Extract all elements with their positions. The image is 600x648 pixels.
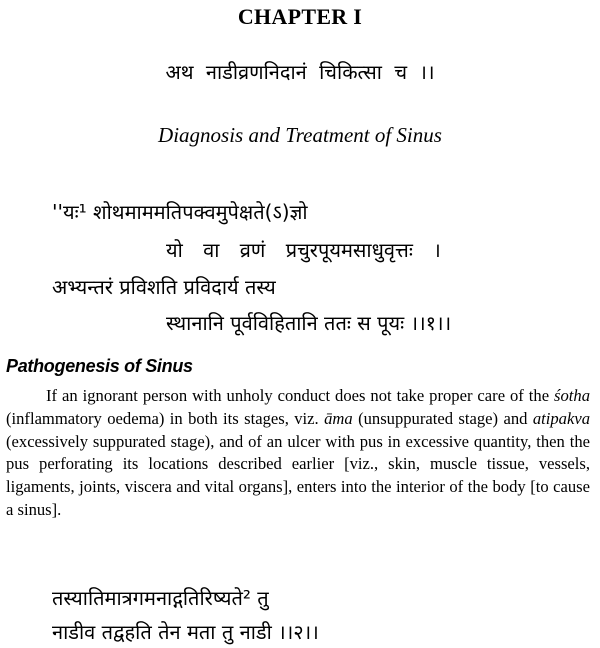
verse-1-line-2: यो वा व्रणं प्रचुरपूयमसाधुवृत्तः ।	[166, 238, 441, 262]
chapter-heading: CHAPTER I	[237, 4, 363, 29]
verse-2-line-1: तस्यातिमात्रगमनाद्गतिरिष्यते² तु	[52, 586, 269, 610]
verse-1-line-4: स्थानानि पूर्वविहितानि ततः स पूयः ।।१।।	[166, 311, 452, 335]
term-ama: āma	[324, 408, 353, 428]
paragraph-text-3: (unsuppurated stage) and	[352, 408, 533, 428]
verse-1-line-1: ''यः¹ शोथमाममतिपक्वमुपेक्षते(ऽ)ज्ञो	[52, 200, 308, 224]
verse-2-line-2: नाडीव तद्वहति तेन मता तु नाडी ।।२।।	[52, 620, 319, 644]
pathogenesis-paragraph	[6, 385, 590, 522]
section-heading: Pathogenesis of Sinus	[6, 356, 193, 376]
term-atipakva: atipakva	[532, 408, 590, 428]
chapter-title-english: Diagnosis and Treatment of Sinus	[158, 123, 442, 147]
paragraph-text-4: (excessively suppurated stage), and of an ulcer with pus in excessive quantity, then the pus perforating its locations described earlier [viz., skin, muscle tissue, vessels, ligaments, joints, viscera and vital organs], enters into the interior of the body [to cause a sinus].	[6, 431, 590, 519]
chapter-title-sanskrit: अथ नाडीव्रणनिदानं चिकित्सा च ।।	[165, 60, 435, 84]
verse-1-line-3: अभ्यन्तरं प्रविशति प्रविदार्य तस्य	[52, 275, 276, 299]
paragraph-text-2: (inflammatory oedema) in both its stages, viz.	[6, 408, 325, 428]
term-sotha: śotha	[554, 386, 590, 405]
paragraph-text-1: If an ignorant person with unholy conduct does not take proper care of the	[46, 386, 555, 405]
